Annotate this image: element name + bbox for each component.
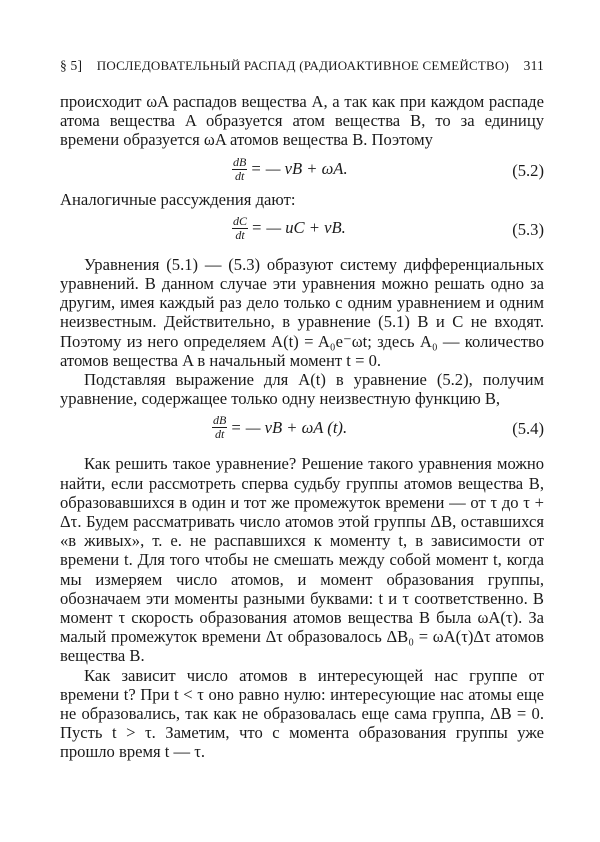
book-page [60,58,544,762]
equation-label: (5.4) [512,419,544,439]
equation-5-2 [60,150,544,190]
equation-label: (5.2) [512,160,544,180]
paragraph-solution: Как решить такое уравнение? Решение такого уравнения можно найти, если рассмотреть сперва судьбу группы атомов вещества B, образовавшихся в один и тот же промежуток времени — от τ до τ + Δτ. Будем рассматривать число атомов этой группы ΔB, оставшихся «в живых», т. е. не распавшихся к моменту t, в зависимости от времени t. Для того чтобы не смешать между собой момент t, когда мы измеряем число атомов, и момент образования группы, обозначаем эти моменты разными буквами: t и τ соответственно. В момент τ скорость образования атомов вещества B была ωA(τ). За малый промежуток времени Δτ образовалось ΔB₀ = ωA(τ)Δτ атомов вещества B. [60,454,544,666]
paragraph-system: Уравнения (5.1) — (5.3) образуют систему дифференциальных уравнений. В данном случае эти уравнения можно решать одно за другим, имея каждый раз дело только с одним уравнением и одним неизвестным. Действительно, в уравнение (5.1) B и C не входят. Поэтому из него определяем A(t) = A₀e⁻ωt; здесь A₀ — количество атомов вещества A в начальный момент t = 0. [60,254,544,370]
header-title: ПОСЛЕДОВАТЕЛЬНЫЙ РАСПАД (РАДИОАКТИВНОЕ СЕМЕЙСТВО) [96,58,510,73]
fraction: $\frac{dB}{dt}$ [233,154,247,183]
equation-rhs: = — vB + ωA (t). [230,417,348,437]
equation-label: (5.3) [512,219,544,239]
fraction: $\frac{dB}{dt}$ [213,413,227,442]
paragraph-substitution: Подставляя выражение для A(t) в уравнение (5.2), получим уравнение, содержащее только одну неизвестную функцию B, [60,370,544,409]
equation-5-4 [60,408,544,448]
paragraph-intro: происходит ωA распадов вещества A, а так как при каждом распаде атома вещества A образуется атом вещества B, то за единицу времени образуется ωA атомов вещества B. Поэтому [60,92,544,150]
section-mark: § 5] [60,58,83,73]
paragraph-analogous: Аналогичные рассуждения дают: [60,189,296,209]
fraction: $\frac{dC}{dt}$ [233,213,248,242]
equation-rhs: = — vB + ωA. [250,159,348,179]
page-number: 311 [523,58,544,73]
paragraph-dependence: Как зависит число атомов в интересующей нас группе от времени t? При t < τ оно равно нулю: интересующие нас атомы еще не образовались, так как не образовалась еще сама группа, ΔB = 0. Пусть t > τ. Заметим, что с момента образования группы уже прошло время t — τ. [60,665,544,762]
running-header [60,58,544,74]
equation-5-3 [60,209,544,249]
equation-rhs: = — uC + vB. [251,218,346,238]
